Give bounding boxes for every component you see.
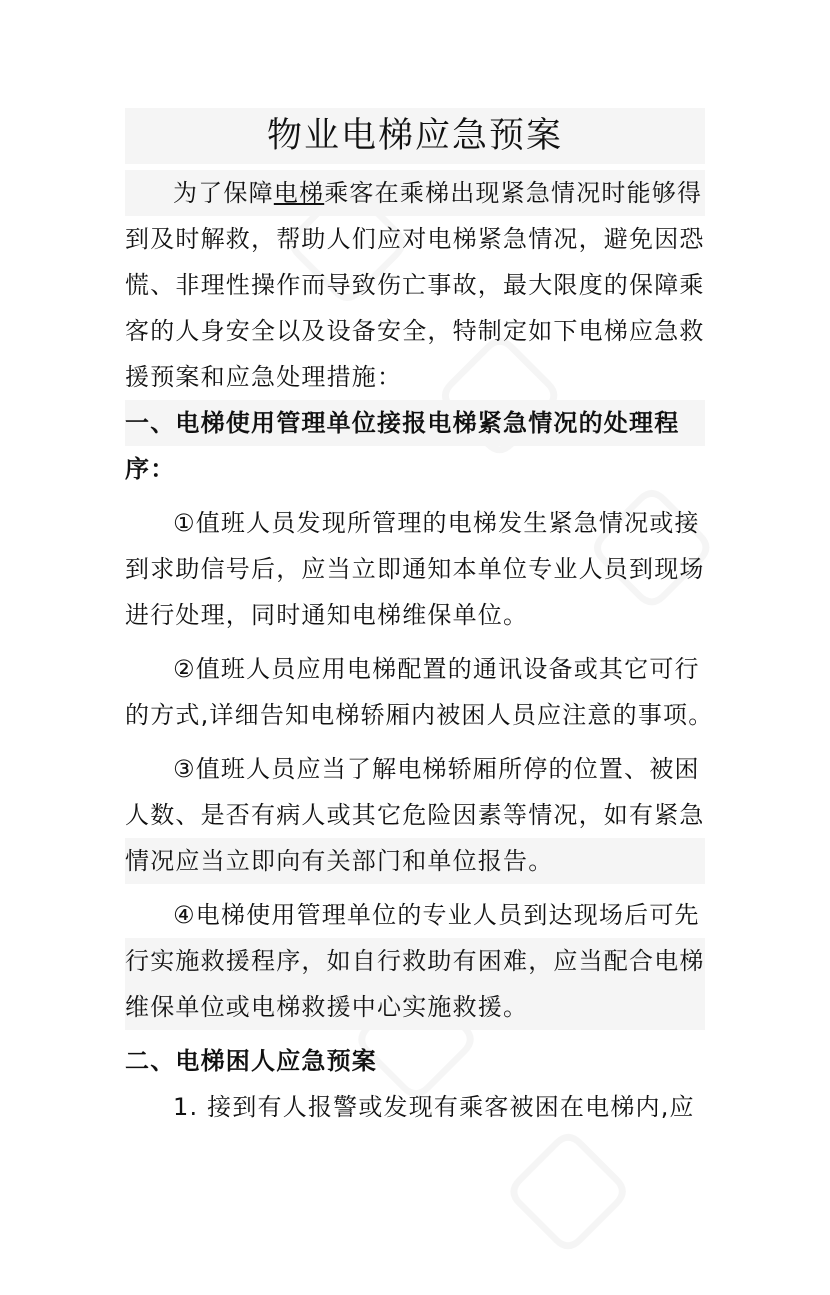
section1-item-1: ①值班人员发现所管理的电梯发生紧急情况或接 到求助信号后，应当立即通知本单位专业人员到现场 进行处理，同时通知电梯维保单位。 xyxy=(125,509,705,629)
section1-item-3: ③值班人员应当了解电梯轿厢所停的位置、被困 人数、是否有病人或其它危险因素等情况，如有紧急 情况应当立即向有关部门和单位报告。 xyxy=(125,746,705,884)
intro-line: 援预案和应急处理措施： xyxy=(125,363,403,391)
intro-paragraph xyxy=(125,170,705,400)
section2-item-1: 1. 接到有人报警或发现有乘客被困在电梯内,应 xyxy=(173,1093,695,1121)
intro-line: 慌、非理性操作而导致伤亡事故，最大限度的保障乘 xyxy=(125,271,705,299)
section1-heading: 一、电梯使用管理单位接报电梯紧急情况的处理程 序： xyxy=(125,400,705,492)
document-body xyxy=(125,108,714,1130)
document-title: 物业电梯应急预案 xyxy=(125,108,705,164)
intro-line: 客的人身安全以及设备安全，特制定如下电梯应急救 xyxy=(125,317,705,345)
intro-line: 到及时解救，帮助人们应对电梯紧急情况，避免因恐 xyxy=(125,225,705,253)
elevator-link[interactable]: 电梯 xyxy=(273,179,325,207)
intro-line: 为了保障电梯乘客在乘梯出现紧急情况时能够得 xyxy=(125,170,705,216)
section2-heading: 二、电梯困人应急预案 xyxy=(125,1047,377,1075)
section1-item-2: ②值班人员应用电梯配置的通讯设备或其它可行 的方式,详细告知电梯轿厢内被困人员应注意的事项。 xyxy=(125,655,714,729)
section1-item-4: ④电梯使用管理单位的专业人员到达现场后可先 行实施救援程序，如自行救助有困难，应当配合电梯 维保单位或电梯救援中心实施救援。 xyxy=(125,892,705,1030)
